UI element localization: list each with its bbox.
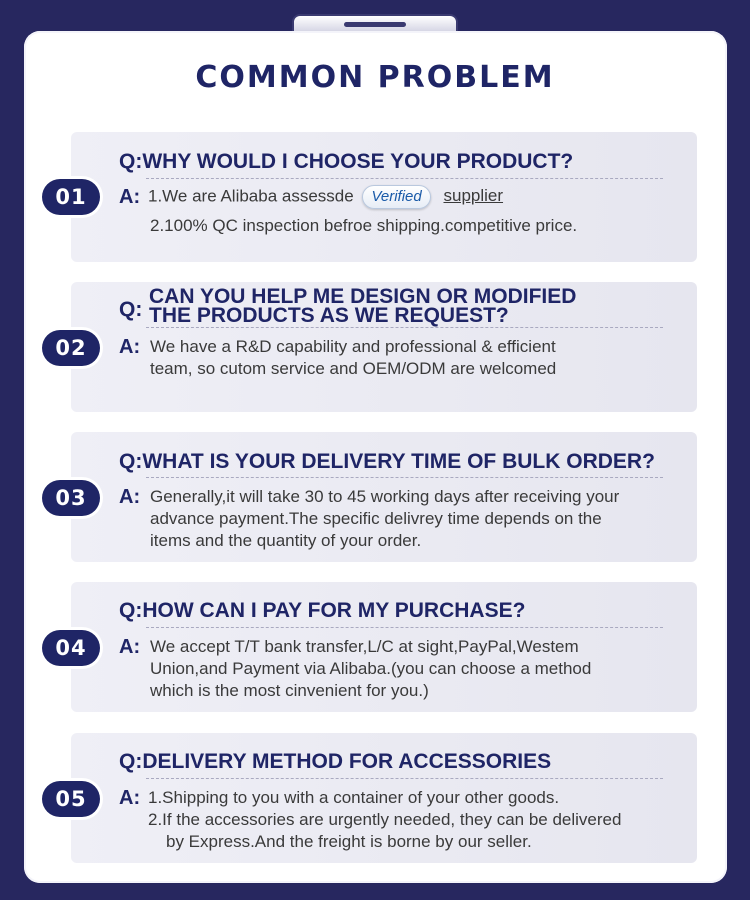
- verified-badge: Verified: [362, 185, 430, 209]
- answer-1: [150, 185, 690, 237]
- divider: [146, 477, 663, 478]
- question-1: [119, 152, 679, 171]
- answer-line: We have a R&D capability and professional & efficient: [150, 337, 556, 356]
- question-label: Q:: [119, 599, 143, 622]
- question-label: Q:: [119, 750, 143, 773]
- answer-line: 1.Shipping to you with a container of your other goods.: [148, 788, 560, 807]
- item-number-5: 05: [42, 781, 100, 817]
- answer-3: [150, 486, 690, 552]
- divider: [146, 627, 663, 628]
- answer-label: A:: [119, 787, 141, 809]
- divider: [146, 178, 663, 179]
- question-4: [119, 601, 679, 620]
- answer-line: by Express.And the freight is borne by our seller.: [166, 832, 532, 851]
- answer-line: 2.100% QC inspection befroe shipping.competitive price.: [150, 216, 578, 235]
- answer-label: A:: [119, 486, 141, 508]
- item-number-2: 02: [42, 330, 100, 366]
- question-text-line: THE PRODUCTS AS WE REQUEST?: [149, 304, 509, 327]
- item-number-4: 04: [42, 630, 100, 666]
- answer-label: A:: [119, 636, 141, 658]
- question-text: WHAT IS YOUR DELIVERY TIME OF BULK ORDER?: [142, 450, 655, 473]
- question-2: [119, 287, 679, 325]
- item-number-3: 03: [42, 480, 100, 516]
- answer-5: [148, 787, 688, 853]
- answer-line: 2.If the accessories are urgently needed, they can be delivered: [148, 810, 622, 829]
- question-text: DELIVERY METHOD FOR ACCESSORIES: [142, 750, 552, 773]
- answer-line: Generally,it will take 30 to 45 working days after receiving your: [150, 487, 620, 506]
- question-text-line: CAN YOU HELP ME DESIGN OR MODIFIED: [149, 285, 577, 308]
- answer-line: team, so cutom service and OEM/ODM are welcomed: [150, 359, 557, 378]
- item-number-1: 01: [42, 179, 100, 215]
- answer-4: [150, 636, 690, 702]
- question-label: Q:: [119, 298, 143, 321]
- answer-line: advance payment.The specific delivrey time depends on the: [150, 509, 602, 528]
- divider: [146, 778, 663, 779]
- question-label: Q:: [119, 450, 143, 473]
- supplier-link[interactable]: supplier: [443, 186, 504, 206]
- answer-line: items and the quantity of your order.: [150, 531, 422, 550]
- question-text: HOW CAN I PAY FOR MY PURCHASE?: [142, 599, 526, 622]
- question-text: WHY WOULD I CHOOSE YOUR PRODUCT?: [142, 150, 574, 173]
- answer-line: We accept T/T bank transfer,L/C at sight,PayPal,Westem: [150, 637, 579, 656]
- answer-label: A:: [119, 336, 141, 358]
- question-label: Q:: [119, 150, 143, 173]
- divider: [146, 327, 663, 328]
- page-title: COMMON PROBLEM: [195, 60, 555, 95]
- answer-2: [150, 336, 690, 380]
- answer-line: which is the most cinvenient for you.): [150, 681, 429, 700]
- answer-text: 1.We are Alibaba assessde: [148, 186, 354, 206]
- answer-line: [148, 185, 690, 209]
- question-5: [119, 752, 679, 771]
- answer-label: A:: [119, 186, 141, 208]
- question-3: [119, 452, 679, 471]
- answer-line: Union,and Payment via Alibaba.(you can choose a method: [150, 659, 592, 678]
